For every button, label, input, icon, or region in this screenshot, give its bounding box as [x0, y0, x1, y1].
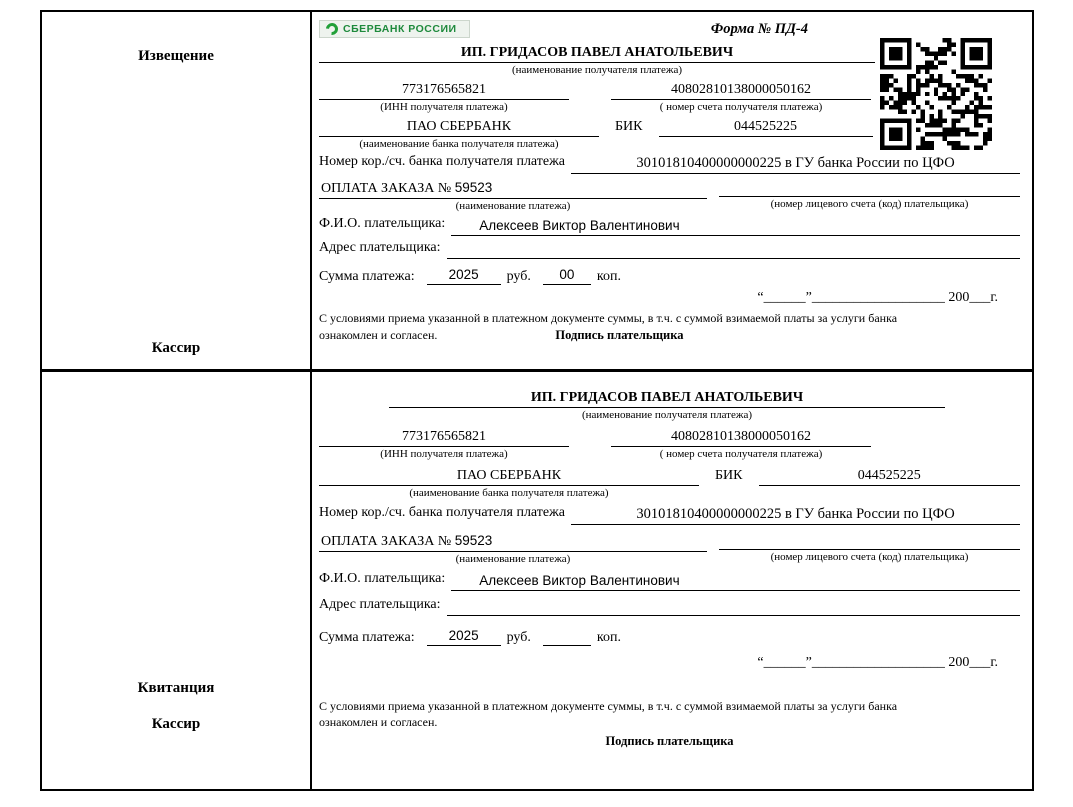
payment-form-pd4 [40, 10, 1034, 791]
account-caption: ( номер счета получателя платежа) [659, 448, 823, 460]
qr-code [880, 38, 992, 150]
kop-value: 00 [543, 265, 591, 285]
address-label: Адрес плательщика: [319, 240, 441, 255]
inn-value: 773176565821 [319, 80, 569, 100]
date-line: “______”___________________ 200___г. [757, 290, 998, 305]
payment-caption: (наименование платежа) [455, 200, 571, 212]
payee-name: ИП. ГРИДАСОВ ПАВЕЛ АНАТОЛЬЕВИЧ [319, 43, 875, 63]
rub-label: руб. [506, 630, 531, 645]
bank-name: ПАО СБЕРБАНК [319, 466, 699, 486]
payer-account-caption: (номер лицевого счета (код) плательщика) [770, 198, 969, 210]
fio-label: Ф.И.О. плательщика: [319, 571, 446, 586]
bik-value: 044525225 [659, 117, 873, 137]
signature-label: Подпись плательщика [605, 734, 734, 749]
account-caption: ( номер счета получателя платежа) [659, 101, 823, 113]
notice-section-label: Извещение [138, 48, 214, 64]
inn-caption: (ИНН получателя платежа) [380, 101, 508, 113]
bank-name: ПАО СБЕРБАНК [319, 117, 599, 137]
fio-value: Алексеев Виктор Валентинович [451, 571, 1020, 591]
corr-label: Номер кор./сч. банка получателя платежа [319, 505, 565, 520]
notice-cashier-label: Кассир [151, 340, 201, 356]
bik-value: 044525225 [759, 466, 1021, 486]
receipt-section [42, 372, 1032, 789]
corr-label: Номер кор./сч. банка получателя платежа [319, 154, 565, 169]
notice-section [42, 12, 1032, 372]
payee-name: ИП. ГРИДАСОВ ПАВЕЛ АНАТОЛЬЕВИЧ [389, 388, 945, 408]
signature-label: Подпись плательщика [555, 327, 684, 342]
receipt-section-label: Квитанция [137, 680, 215, 696]
address-value-line [447, 240, 1020, 259]
bik-label: БИК [715, 468, 743, 483]
kop-label: коп. [596, 269, 621, 284]
agreement-line1: С условиями приема указанной в платежном документе суммы, в т.ч. с суммой взимаемой платы за услуги банка [319, 699, 898, 713]
sum-label: Сумма платежа: [319, 630, 415, 645]
inn-account-row [319, 427, 1020, 460]
account-value: 40802810138000050162 [611, 80, 871, 100]
sum-value: 2025 [427, 626, 501, 646]
agreement-line2: ознакомлен и согласен. [319, 714, 438, 729]
bank-caption: (наименование банка получателя платежа) [359, 138, 559, 150]
fio-value: Алексеев Виктор Валентинович [451, 216, 1020, 236]
bank-row [319, 466, 1020, 499]
payee-block [319, 43, 875, 76]
payee-name-caption: (наименование получателя платежа) [511, 64, 683, 76]
corr-account-row [319, 154, 1020, 174]
payer-name-row [319, 571, 1020, 591]
account-value: 40802810138000050162 [611, 427, 871, 447]
receipt-cashier-label: Кассир [151, 716, 201, 732]
sberbank-logo [319, 20, 470, 38]
agreement-line2: ознакомлен и согласен. [319, 327, 438, 342]
payment-caption: (наименование платежа) [455, 553, 571, 565]
bik-label: БИК [615, 119, 643, 134]
notice-form-body [312, 12, 1032, 369]
payment-label: ОПЛАТА ЗАКАЗА № [321, 534, 455, 549]
notice-side-column [42, 12, 312, 369]
form-number: Форма № ПД-4 [710, 20, 808, 37]
sum-row [319, 265, 1020, 285]
payer-address-row [319, 597, 1020, 616]
rub-label: руб. [506, 269, 531, 284]
agreement-block [319, 699, 1020, 730]
kop-label: коп. [596, 630, 621, 645]
agreement-block [319, 311, 1020, 343]
payee-block [389, 388, 945, 421]
payer-address-row [319, 240, 1020, 259]
payer-account-line [719, 531, 1020, 550]
sberbank-logo-text: СБЕРБАНК РОССИИ [343, 23, 457, 35]
payment-label: ОПЛАТА ЗАКАЗА № [321, 181, 455, 196]
order-number: 59523 [454, 533, 493, 548]
payment-purpose-row [319, 531, 1020, 565]
inn-value: 773176565821 [319, 427, 569, 447]
address-label: Адрес плательщика: [319, 597, 441, 612]
kop-value [543, 627, 591, 646]
sum-value: 2025 [427, 265, 501, 285]
fio-label: Ф.И.О. плательщика: [319, 216, 446, 231]
corr-account-row [319, 505, 1020, 525]
payer-account-line [719, 178, 1020, 197]
sum-row [319, 626, 1020, 646]
date-line: “______”___________________ 200___г. [757, 655, 998, 670]
bank-caption: (наименование банка получателя платежа) [409, 487, 609, 499]
receipt-form-body [312, 372, 1032, 789]
inn-caption: (ИНН получателя платежа) [380, 448, 508, 460]
payee-name-caption: (наименование получателя платежа) [581, 409, 753, 421]
corr-value: 30101810400000000225 в ГУ банка России по ЦФО [571, 505, 1020, 525]
sberbank-ring-icon [324, 21, 341, 38]
corr-value: 30101810400000000225 в ГУ банка России по ЦФО [571, 154, 1020, 174]
receipt-side-column [42, 372, 312, 789]
payer-name-row [319, 216, 1020, 236]
agreement-line1: С условиями приема указанной в платежном документе суммы, в т.ч. с суммой взимаемой платы за услуги банка [319, 311, 898, 325]
order-number: 59523 [454, 180, 493, 195]
payment-purpose-row [319, 178, 1020, 212]
sum-label: Сумма платежа: [319, 269, 415, 284]
address-value-line [447, 597, 1020, 616]
payer-account-caption: (номер лицевого счета (код) плательщика) [770, 551, 969, 563]
